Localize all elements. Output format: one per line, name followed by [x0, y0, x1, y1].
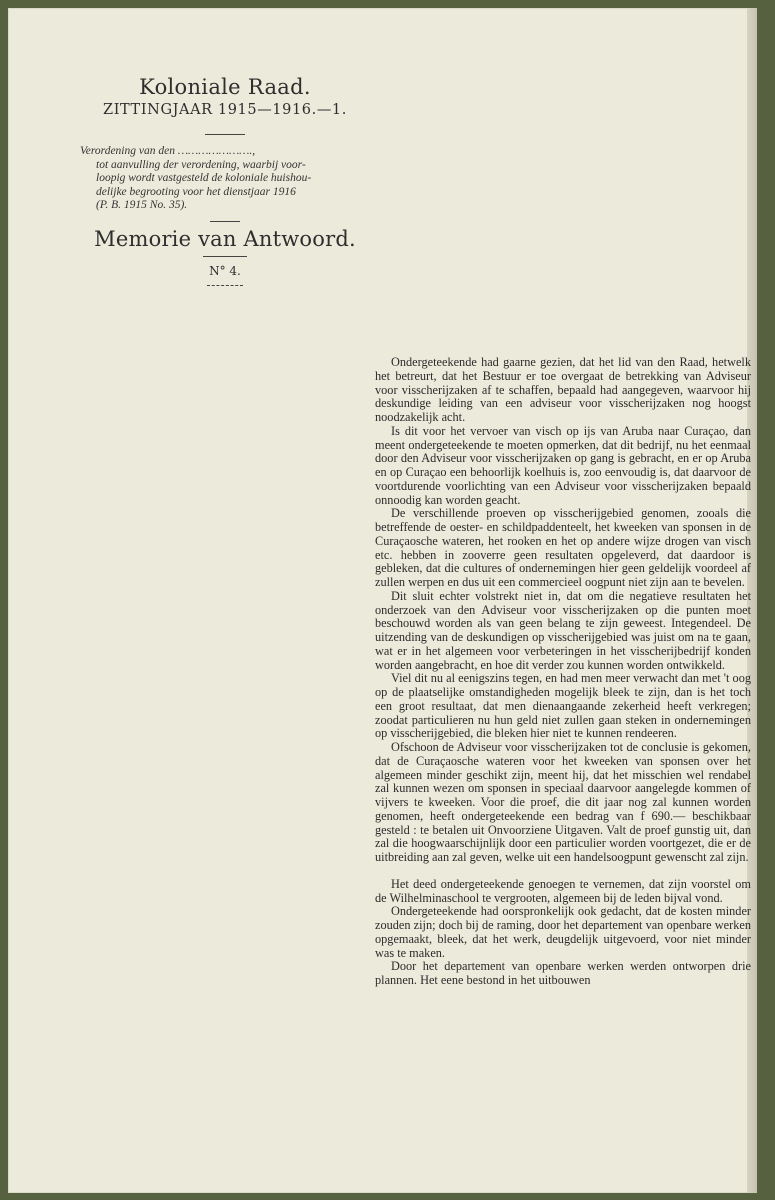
divider [210, 221, 240, 222]
document-page [8, 8, 757, 1193]
body-text [375, 356, 751, 988]
divider [205, 134, 245, 135]
divider [207, 285, 243, 286]
paragraph: Het deed ondergeteekende genoegen te vernemen, dat zijn voorstel om de Wilhelminaschool te vergrooten, algemeen bij de leden bijval vond. [375, 876, 751, 905]
subtitle-line: delijke begrooting voor het dienstjaar 1916 [96, 185, 296, 198]
document-header [80, 74, 370, 286]
paragraph: Ondergeteekende had oorspronkelijk ook gedacht, dat de kosten minder zouden zijn; doch bij de raming, door het departement van openbare werken opgemaakt, bleek, dat het werk, deugdelijk uitgevoerd, voor niet minder was te maken. [375, 904, 751, 960]
paragraph: Dit sluit echter volstrekt niet in, dat om die negatieve resultaten het onderzoek van den Adviseur voor visscherijzaken op die punten moet beschouwd worden als van geen belang te zijn geweest. Integendeel. De uitzending van de deskundigen op visscherijgebied was juist om na te gaan, wat er in het algemeen voor verbeteringen in het visscherijbedrijf konden worden aangebracht, en hoe dit verder zou kunnen worden ontwikkeld. [375, 588, 751, 672]
paragraph: De verschillende proeven op visscherijgebied genomen, zooals die betreffende de oester- en schildpaddenteelt, het kweeken van sponsen in de Curaçaosche wateren, het rooken en het op andere wijze drogen van visch etc. hebben in zooverre geen resultaten opgeleverd, dat daardoor is gebleken, dat die cultures of ondernemingen hier geen geldelijk voordeel af zullen werpen en dus uit een commercieel oogpunt niet zijn aan te bevelen. [375, 506, 751, 589]
session-line: ZITTINGJAAR 1915—1916.—1. [103, 102, 347, 118]
paragraph: Is dit voor het vervoer van visch op ijs van Aruba naar Curaçao, dan meent ondergeteekende te moeten opmerken, dat dit bedrijf, nu het eenmaal door den Adviseur voor visscherijzaken op gang is gebracht, en er op Aruba en op Curaçao een behoorlijk koelhuis is, zoo eenvoudig is, dat daarvoor de voortdurende voorlichting van een Adviseur voor visscherijzaken bepaald onnoodig kan worden geacht. [375, 423, 751, 507]
paragraph: Ondergeteekende had gaarne gezien, dat het lid van den Raad, hetwelk het betreurt, dat het Bestuur er toe overgaat de betrekking van Adviseur voor visscherijzaken af te schaffen, bepaald had aangegeven, waarvoor hij deskundige leiding van een adviseur voor visscherijzaken nog hoogst noodzakelijk acht. [375, 355, 751, 424]
memorie-heading: Memorie van Antwoord. [94, 226, 356, 251]
subtitle [80, 145, 370, 213]
subtitle-line: (P. B. 1915 No. 35). [96, 199, 188, 211]
paragraph: Door het departement van openbare werken werden ontworpen drie plannen. Het eene bestond in het uitbouwen [375, 959, 751, 987]
subtitle-line: Verordening van den …………………., [80, 145, 256, 157]
divider [203, 256, 247, 257]
paragraph: Viel dit nu al eenigszins tegen, en had men meer verwacht dan met 't oog op de plaatselijke omstandigheden mogelijk bleek te zijn, dan is het toch een groot resultaat, dat men dienaangaande zekerheid heeft verkregen; zoodat particulieren nu hun geld niet zullen gaan steken in ondernemingen op visscherijgebied, die bleken hier niet te kunnen rendeeren. [375, 671, 751, 741]
paragraph: Ofschoon de Adviseur voor visscherijzaken tot de conclusie is gekomen, dat de Curaçaosche wateren voor het kweeken van sponsen over het algemeen minder geschikt zijn, meent hij, dat het misschien wel rendabel zal kunnen wezen om sponsen in speciaal daarvoor aangelegde kommen of vijvers te kweeken. Voor die proef, die dit jaar nog zal kunnen worden genomen, heeft ondergeteekende een bedrag van f 690.— beschikbaar gesteld : te betalen uit Onvoorziene Uitgaven. Valt de proef gunstig uit, dan zal die hoogwaarschijnlijk door een particulier worden voortgezet, die er de uitbreiding aan zal geven, welke uit een handelsoogpunt gewenscht zal zijn. [375, 740, 751, 864]
subtitle-line: loopig wordt vastgesteld de koloniale huishou- [96, 172, 312, 184]
document-number: N° 4. [209, 263, 241, 278]
document-title: Koloniale Raad. [139, 75, 311, 99]
subtitle-line: tot aanvulling der verordening, waarbij voor- [96, 158, 306, 171]
